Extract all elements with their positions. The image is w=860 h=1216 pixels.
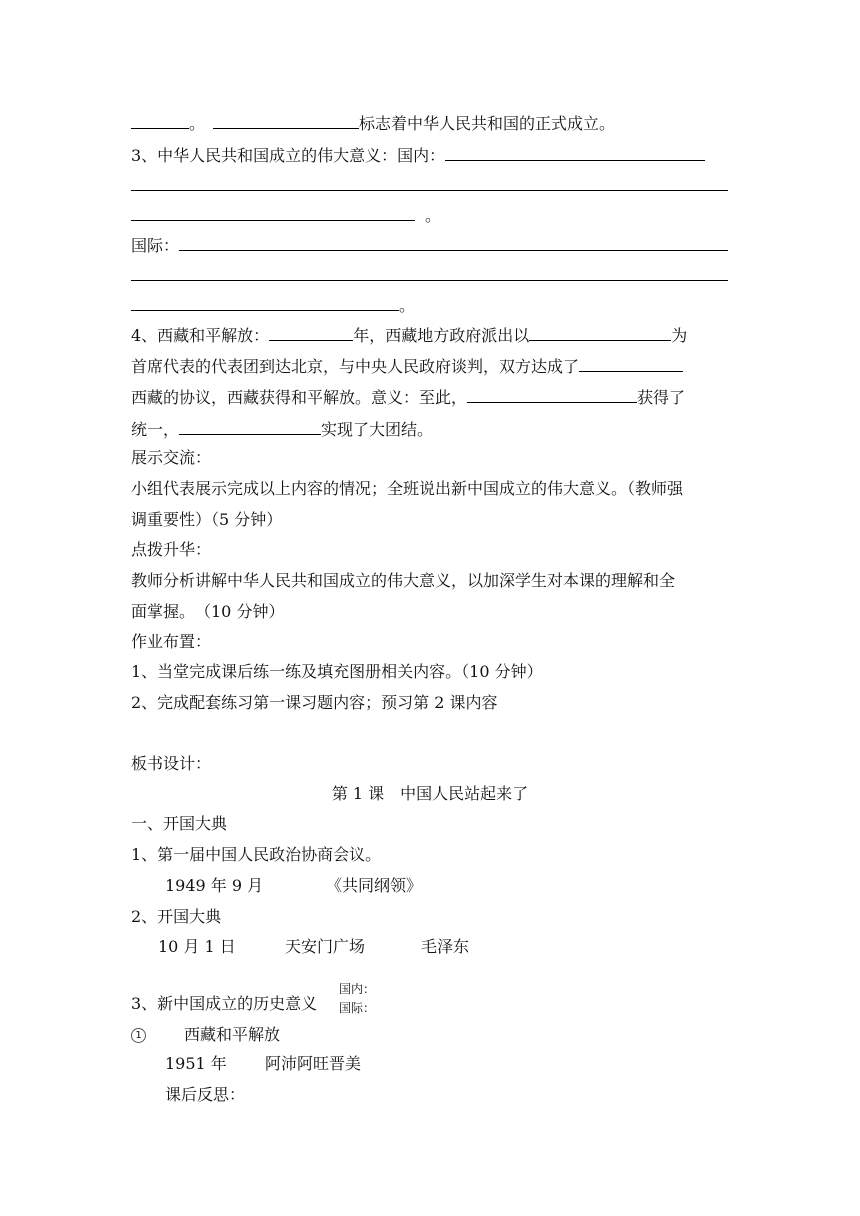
board-item-4-year: 1951 年	[165, 1054, 227, 1073]
q4-line-4	[131, 418, 433, 440]
display-text-1: 小组代表展示完成以上内容的情况；全班说出新中国成立的伟大意义。（教师强	[131, 479, 684, 498]
q4-line-1	[131, 324, 687, 346]
board-item-2-place: 天安门广场	[285, 937, 366, 956]
fill-blank[interactable]	[179, 418, 321, 435]
board-heading: 板书设计：	[131, 754, 212, 773]
sentence-text: 年，西藏地方政府派出以	[353, 326, 530, 345]
board-item-3: 3、新中国成立的历史意义	[131, 994, 318, 1013]
q3-line-end	[131, 204, 441, 226]
board-item-4	[131, 1025, 280, 1045]
board-item-3-domestic: 国内：	[339, 982, 376, 996]
board-item-1-date: 1949 年 9 月	[165, 876, 264, 895]
lesson-title: 第 1 课 中国人民站起来了	[331, 784, 529, 803]
period: 。	[425, 206, 442, 225]
board-item-3-intl: 国际：	[339, 1001, 376, 1015]
period: 。	[189, 114, 206, 133]
display-text-2: 调重要性）（5 分钟）	[131, 510, 283, 529]
sentence-text: 首席代表的代表团到达北京，与中央人民政府谈判，双方达成了	[131, 357, 580, 376]
section-1-heading: 一、开国大典	[131, 814, 228, 833]
fill-blank[interactable]	[213, 112, 359, 129]
sentence-text: 获得了	[637, 388, 686, 407]
period: 。	[399, 296, 416, 315]
guide-text-1: 教师分析讲解中华人民共和国成立的伟大意义，以加深学生对本课的理解和全	[131, 571, 676, 590]
q4-line-2	[131, 355, 683, 377]
guide-heading: 点拨升华：	[131, 540, 212, 559]
fill-blank[interactable]	[131, 294, 399, 311]
q3-label: 3、中华人民共和国成立的伟大意义：国内：	[131, 146, 446, 165]
guide-text-2: 面掌握。 （10 分钟）	[131, 602, 285, 621]
answer-rule[interactable]	[131, 190, 728, 191]
fill-blank[interactable]	[269, 324, 353, 341]
sentence-text: 标志着中华人民共和国的正式成立。	[359, 114, 616, 133]
sentence-text: 实现了大团结。	[321, 420, 434, 439]
homework-heading: 作业布置：	[131, 632, 212, 651]
fill-blank[interactable]	[131, 204, 415, 221]
q4-label: 4、西藏和平解放：	[131, 326, 270, 345]
board-item-1-doc: 《共同纲领》	[326, 876, 423, 895]
fill-blank[interactable]	[445, 144, 705, 161]
board-item-4-person: 阿沛阿旺晋美	[265, 1054, 362, 1073]
fill-blank[interactable]	[529, 324, 671, 341]
q4-line-3	[131, 386, 685, 408]
display-heading: 展示交流：	[131, 448, 212, 467]
top-line	[131, 112, 615, 134]
homework-item-1: 1、当堂完成课后练一练及填充图册相关内容。（10 分钟）	[131, 662, 543, 681]
board-item-4-text: 西藏和平解放	[184, 1025, 281, 1044]
fill-blank[interactable]	[579, 355, 683, 372]
board-item-1: 1、第一届中国人民政治协商会议。	[131, 845, 382, 864]
fill-blank[interactable]	[467, 386, 637, 403]
q3-line	[131, 144, 705, 166]
reflection-heading: 课后反思：	[165, 1085, 246, 1104]
fill-blank[interactable]	[131, 112, 189, 129]
q3-intl-end	[131, 294, 415, 316]
sentence-text: 为	[671, 326, 688, 345]
circled-number-1: 1	[131, 1028, 146, 1043]
board-item-2: 2、开国大典	[131, 907, 222, 926]
intl-label: 国际：	[131, 236, 180, 255]
sentence-text: 统一，	[131, 420, 180, 439]
homework-item-2: 2、完成配套练习第一课习题内容；预习第 2 课内容	[131, 693, 498, 712]
board-item-2-person: 毛泽东	[421, 937, 470, 956]
answer-rule[interactable]	[131, 280, 728, 281]
fill-blank[interactable]	[179, 234, 728, 251]
sentence-text: 西藏的协议，西藏获得和平解放。意义：至此，	[131, 388, 468, 407]
q3-intl-line	[131, 234, 728, 256]
board-item-2-date: 10 月 1 日	[158, 937, 236, 956]
